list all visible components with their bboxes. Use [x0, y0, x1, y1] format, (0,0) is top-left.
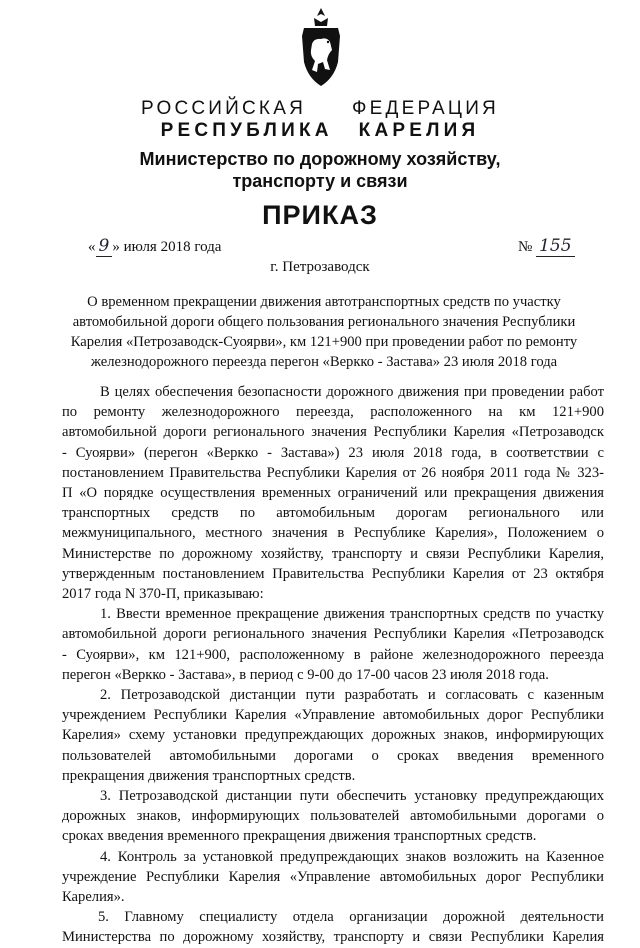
body-line: Министерстве по дорожному хозяйству, транспорту и связи Республики Карелия, [62, 545, 604, 562]
body-line: дорожных знаков, информирующих пользователей автомобильными дорогами о [62, 808, 604, 825]
body-line: по ремонту железнодорожного переезда, расположенного на км 121+900 [62, 404, 604, 421]
republic-word-2: КАРЕЛИЯ [358, 120, 480, 141]
body-line: Министерства по дорожному хозяйству, транспорту и связи Республики Карелия [62, 929, 604, 946]
number-value: 155 [539, 236, 572, 256]
order-subject [50, 292, 598, 372]
date-open-quote: « [88, 239, 96, 255]
date-month-year: » июля 2018 года [112, 239, 222, 255]
document-type-title: ПРИКАЗ [262, 200, 378, 230]
ministry-line-2: транспорту и связи [232, 171, 408, 191]
ministry-line-1: Министерство по дорожному хозяйству, [139, 149, 501, 169]
body-line: 1. Ввести временное прекращение движения транспортных средств по участку [100, 606, 604, 623]
body-line: автомобильной дороги регионального значения Республики Карелия «Петрозаводск [62, 626, 604, 643]
body-line: - Суоярви», км 121+900, расположенному в районе железнодорожного переезда [62, 646, 604, 663]
ministry-name [0, 148, 640, 192]
body-line: учреждением Республики Карелия «Управление автомобильных дорог Республики [62, 707, 604, 724]
body-line: П «О порядке осуществления временных ограничений или прекращения движения [62, 485, 604, 502]
date-day-field [96, 238, 113, 257]
country-word-1: РОССИЙСКАЯ [141, 98, 306, 119]
republic-word-1: РЕСПУБЛИКА [160, 120, 333, 141]
body-line: сроках введения временного прекращения движения транспортных средств. [62, 828, 537, 845]
body-line: - Суоярви» (перегон «Веркко - Застава») 23 июля 2018 года, в соответствии с [62, 444, 604, 461]
body-line: 4. Контроль за установкой предупреждающих знаков возложить на Казенное [100, 848, 604, 865]
subject-line: Карелия «Петрозаводск-Суоярви», км 121+900 при проведении работ по ремонту [70, 334, 578, 350]
body-line: пользователей автомобильными дорогами о сроках введения временного [62, 747, 604, 764]
number-label: № [518, 239, 533, 255]
body-line: прекращения движения транспортных средств. [62, 767, 356, 784]
body-line: 2017 года N 370-П, приказываю: [62, 586, 264, 603]
subject-line: автомобильной дороги общего пользования регионального значения Республики [72, 314, 576, 330]
body-line: транспортных средств по автомобильным дорогам регионального или [62, 505, 604, 522]
body-line: утвержденным постановлением Правительства Республики Карелия от 23 октября [62, 565, 604, 582]
republic-name [0, 120, 640, 142]
body-line: 3. Петрозаводской дистанции пути обеспечить установку предупреждающих [100, 788, 604, 805]
country-word-2: ФЕДЕРАЦИЯ [352, 98, 499, 119]
body-line: Карелия». [62, 889, 125, 906]
order-body-text [62, 382, 604, 948]
subject-line: О временном прекращении движения автотранспортных средств по участку [87, 294, 561, 310]
order-date [88, 238, 221, 257]
number-field [536, 238, 574, 257]
body-line: В целях обеспечения безопасности дорожного движения при проведении работ [100, 384, 604, 400]
date-day: 9 [98, 236, 110, 256]
body-line: 2. Петрозаводской дистанции пути разработать и согласовать с казенным [100, 687, 604, 704]
body-line: Карелия» схему установки предупреждающих дорожных знаков, информирующих [62, 727, 604, 744]
body-line: перегон «Веркко - Застава», в период с 9-00 до 17-00 часов 23 июля 2018 года. [62, 666, 549, 683]
body-line: межмуниципального, местного значения в Республике Карелия», Положением о [62, 525, 604, 542]
subject-line: железнодорожного переезда перегон «Веркко - Застава» 23 июля 2018 года [90, 354, 558, 370]
country-name [0, 98, 640, 120]
order-number [518, 238, 575, 257]
body-line: учреждение Республики Карелия «Управление автомобильных дорог Республики [62, 868, 604, 885]
coat-of-arms-emblem [294, 6, 348, 90]
body-line: 5. Главному специалисту отдела организации дорожной деятельности [98, 909, 604, 926]
body-line: постановлением Правительства Республики Карелия от 26 ноября 2011 года № 323- [62, 464, 604, 481]
city: г. Петрозаводск [270, 259, 370, 275]
body-line: автомобильной дороги регионального значения Республики Карелия «Петрозаводск [62, 424, 604, 441]
